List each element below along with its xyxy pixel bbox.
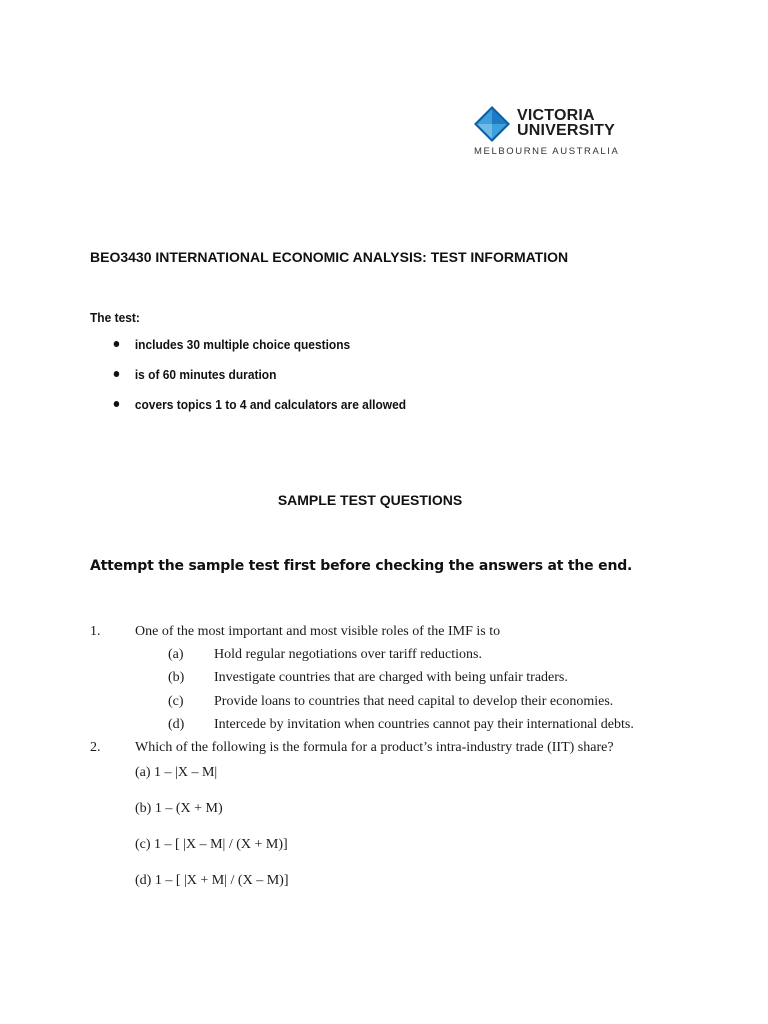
question-number: 2. [90, 740, 101, 755]
question-text: Which of the following is the formula for a product’s intra-industry trade (IIT) share? [135, 740, 614, 755]
option-letter: (a) [168, 647, 184, 662]
bullet-text: includes 30 multiple choice questions [134, 337, 351, 352]
university-logo [472, 104, 622, 158]
option-text: (b) 1 – (X + M) [135, 801, 223, 816]
option-letter: (c) [168, 694, 184, 709]
bullet-icon [114, 401, 120, 407]
instruction-text: Attempt the sample test first before checking the answers at the end. [90, 558, 633, 574]
diamond-logo-icon [472, 104, 512, 144]
bullet-icon [114, 341, 120, 347]
option-letter: (d) [168, 717, 185, 732]
section-heading: SAMPLE TEST QUESTIONS [277, 492, 463, 508]
option-text: (a) 1 – |X – M| [135, 765, 218, 780]
bullet-text: covers topics 1 to 4 and calculators are allowed [134, 397, 407, 412]
logo-line1: VICTORIA [517, 107, 595, 124]
option-text: Investigate countries that are charged with being unfair traders. [214, 670, 568, 685]
logo-wordmark [517, 108, 615, 138]
option-text: Provide loans to countries that need capital to develop their economies. [214, 694, 614, 709]
option-letter: (b) [168, 670, 185, 685]
bullet-text: is of 60 minutes duration [134, 367, 277, 382]
question-number: 1. [90, 624, 101, 639]
test-info-label: The test: [90, 310, 140, 325]
option-text: Intercede by invitation when countries cannot pay their international debts. [214, 717, 634, 732]
logo-tagline: MELBOURNE AUSTRALIA [474, 146, 620, 157]
bullet-icon [114, 371, 120, 377]
option-text: (d) 1 – [ |X + M| / (X – M)] [135, 873, 289, 888]
question-text: One of the most important and most visible roles of the IMF is to [135, 624, 501, 639]
document-title: BEO3430 INTERNATIONAL ECONOMIC ANALYSIS: TEST INFORMATION [90, 249, 569, 265]
logo-line2: UNIVERSITY [517, 122, 616, 139]
option-text: Hold regular negotiations over tariff reductions. [214, 647, 482, 662]
option-text: (c) 1 – [ |X – M| / (X + M)] [135, 837, 288, 852]
